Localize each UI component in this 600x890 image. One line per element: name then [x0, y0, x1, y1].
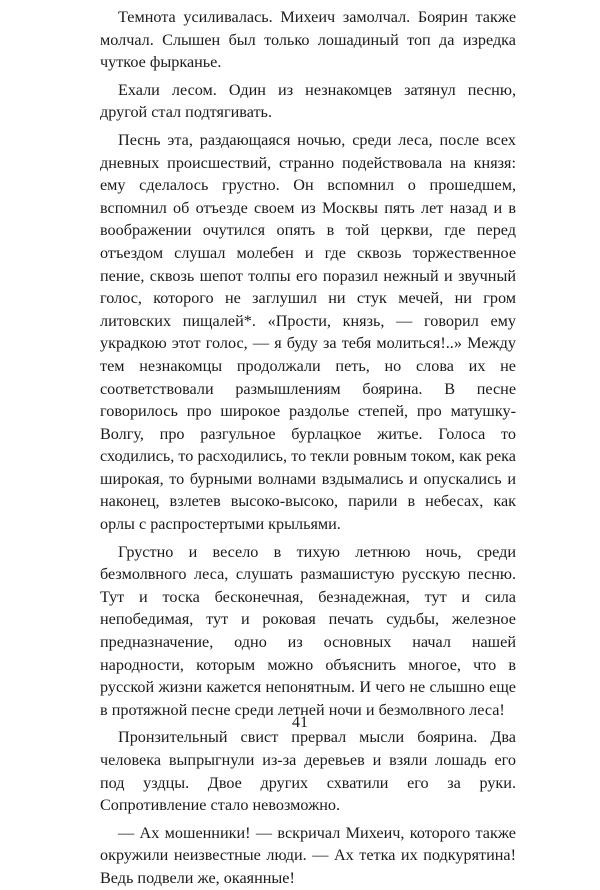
paragraph: Ехали лесом. Один из незнакомцев затянул песню, другой стал подтягивать.	[100, 80, 516, 122]
page-number: 41	[292, 714, 308, 731]
paragraph: — Ах мошенники! — вскричал Михеич, которого также окружили неизвестные люди. — Ах тетка их подкурятина! Ведь подвели же, окаянные!	[100, 823, 516, 887]
paragraph: Пронзительный свист прервал мысли боярина. Два человека выпрыгнули из-за деревьев и взяли лошадь его под уздцы. Двое других схватили его за руки. Сопротивление стало невозможно.	[100, 728, 516, 815]
paragraph: Грустно и весело в тихую летнюю ночь, среди безмолвного леса, слушать размашистую русскую песню. Тут и тоска бесконечная, безнадежная, тут и сила непобедимая, тут и роковая печать судьбы, железное предназначение, одно из основных начал нашей народности, которым можно объяснить многое, что в русской жизни кажется непонятным. И чего не слышно еще в протяжной песне среди летней ночи и безмолвного леса!	[100, 542, 516, 719]
paragraph: Темнота усиливалась. Михеич замолчал. Боярин также молчал. Слышен был только лошадиный топ да изредка чуткое фырканье.	[100, 8, 516, 72]
paragraph: Песнь эта, раздающаяся ночью, среди леса, после всех дневных происшествий, странно подействовала на князя: ему сделалось грустно. Он вспомнил о прошедшем, вспомнил об отъезде своем из Москвы пять лет назад и в воображении очутился опять в той церкви, где перед отъездом слушал молебен и где сквозь торжественное пение, сквозь шепот толпы его поразил нежный и звучный голос, которого не заглушил ни стук мечей, ни гром литовских пищалей*. «Прости, князь, — говорил ему украдкою этот голос, — я буду за тебя молиться!..» Между тем незнакомцы продолжали петь, но слова их не соответствовали размышлениям боярина. В песне говорилось про широкое раздолье степей, про матушку-Волгу, про разгульное бурлацкое житье. Голоса то сходились, то расходились, то текли ровным током, как река широкая, то бурными волнами вздымались и опускались и наконец, взлетев высоко-высоко, парили в небесах, как орлы с распростертыми крыльями.	[100, 130, 516, 534]
text-body	[100, 6, 516, 890]
